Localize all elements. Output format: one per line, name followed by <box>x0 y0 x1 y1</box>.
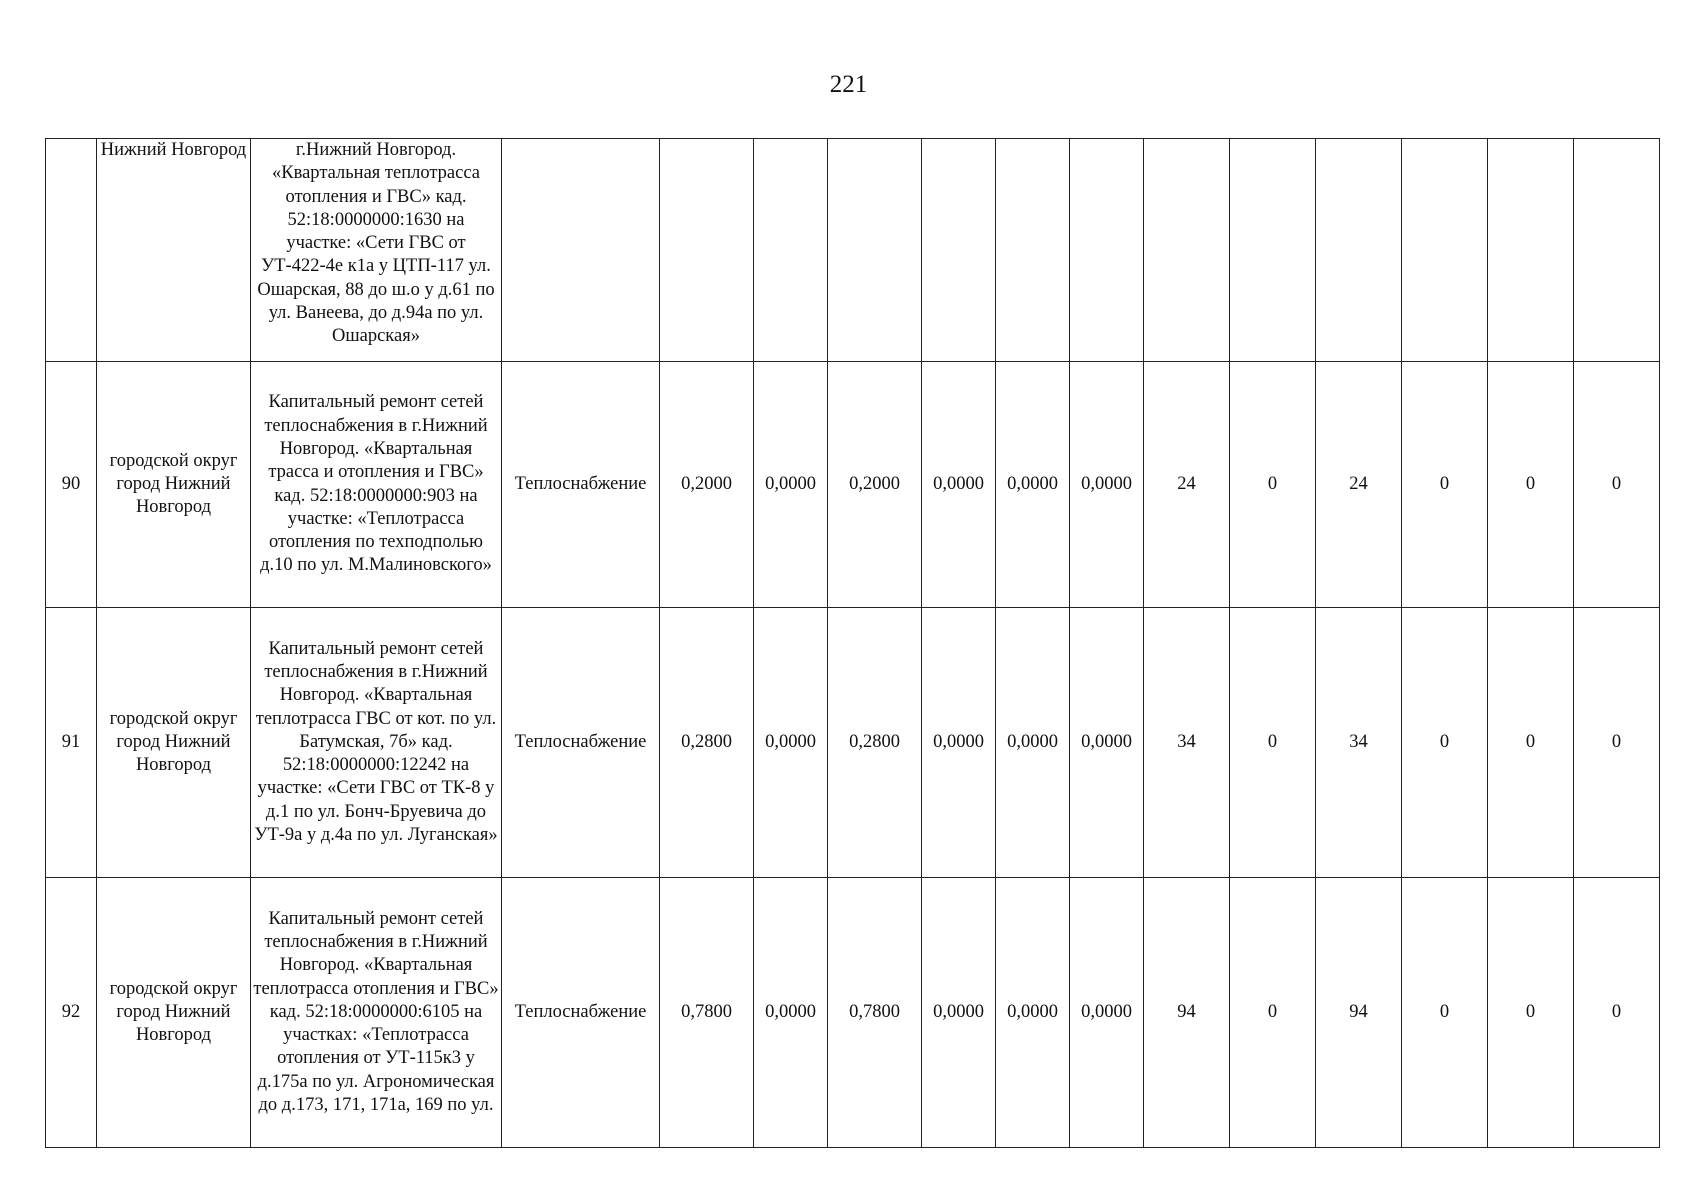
count-cell: 0 <box>1574 878 1660 1148</box>
value-cell: 0,0000 <box>996 362 1070 608</box>
count-cell <box>1488 139 1574 362</box>
municipality-cell: городской округ город Нижний Новгород <box>97 878 251 1148</box>
count-cell: 34 <box>1144 608 1230 878</box>
page-number: 221 <box>829 71 868 98</box>
count-cell <box>1574 139 1660 362</box>
count-cell: 24 <box>1316 362 1402 608</box>
value-cell: 0,0000 <box>922 362 996 608</box>
description-cell: Капитальный ремонт сетей теплоснабжения в г.Нижний Новгород. «Квартальная теплотрасса ГВС от кот. по ул. Батумская, 7б» кад. 52:18:0000000:12242 на участке: «Сети ГВС от ТК-8 у д.1 по ул. Бонч-Бруевича до УТ-9а у д.4а по ул. Луганская» <box>251 608 502 878</box>
value-cell: 0,0000 <box>996 878 1070 1148</box>
value-cell <box>754 139 828 362</box>
description-cell: Капитальный ремонт сетей теплоснабжения в г.Нижний Новгород. «Квартальная трасса и отопления и ГВС» кад. 52:18:0000000:903 на участке: «Теплотрасса отопления по техподполью д.10 по ул. М.Малиновского» <box>251 362 502 608</box>
value-cell <box>660 139 754 362</box>
value-cell: 0,2800 <box>660 608 754 878</box>
count-cell <box>1144 139 1230 362</box>
row-number-cell: 90 <box>46 362 97 608</box>
value-cell <box>828 139 922 362</box>
count-cell: 94 <box>1316 878 1402 1148</box>
type-cell: Теплоснабжение <box>502 608 660 878</box>
table-row <box>46 608 1660 878</box>
value-cell: 0,0000 <box>1070 878 1144 1148</box>
type-cell: Теплоснабжение <box>502 362 660 608</box>
municipality-cell: Нижний Новгород <box>97 139 251 362</box>
table-row <box>46 139 1660 362</box>
count-cell: 0 <box>1402 878 1488 1148</box>
value-cell <box>922 139 996 362</box>
count-cell: 0 <box>1230 362 1316 608</box>
value-cell: 0,0000 <box>1070 362 1144 608</box>
row-number-cell <box>46 139 97 362</box>
municipality-cell: городской округ город Нижний Новгород <box>97 362 251 608</box>
count-cell: 0 <box>1230 878 1316 1148</box>
count-cell: 94 <box>1144 878 1230 1148</box>
table-row <box>46 878 1660 1148</box>
value-cell: 0,2000 <box>828 362 922 608</box>
count-cell: 0 <box>1574 608 1660 878</box>
value-cell: 0,7800 <box>660 878 754 1148</box>
value-cell <box>996 139 1070 362</box>
count-cell <box>1230 139 1316 362</box>
register-table <box>45 138 1660 1148</box>
type-cell: Теплоснабжение <box>502 878 660 1148</box>
table-row <box>46 362 1660 608</box>
count-cell: 34 <box>1316 608 1402 878</box>
value-cell: 0,0000 <box>754 362 828 608</box>
count-cell <box>1402 139 1488 362</box>
value-cell: 0,0000 <box>1070 608 1144 878</box>
value-cell: 0,2800 <box>828 608 922 878</box>
row-number-cell: 91 <box>46 608 97 878</box>
value-cell: 0,0000 <box>754 608 828 878</box>
value-cell: 0,0000 <box>754 878 828 1148</box>
municipality-cell: городской округ город Нижний Новгород <box>97 608 251 878</box>
row-number-cell: 92 <box>46 878 97 1148</box>
count-cell: 0 <box>1230 608 1316 878</box>
count-cell: 0 <box>1488 878 1574 1148</box>
count-cell: 0 <box>1488 608 1574 878</box>
count-cell: 24 <box>1144 362 1230 608</box>
value-cell <box>1070 139 1144 362</box>
count-cell: 0 <box>1488 362 1574 608</box>
value-cell: 0,2000 <box>660 362 754 608</box>
value-cell: 0,0000 <box>922 878 996 1148</box>
description-cell: Капитальный ремонт сетей теплоснабжения в г.Нижний Новгород. «Квартальная теплотрасса отопления и ГВС» кад. 52:18:0000000:6105 на участках: «Теплотрасса отопления от УТ-115к3 у д.175а по ул. Агрономическая до д.173, 171, 171а, 169 по ул. <box>251 878 502 1148</box>
count-cell: 0 <box>1402 608 1488 878</box>
count-cell: 0 <box>1402 362 1488 608</box>
count-cell: 0 <box>1574 362 1660 608</box>
value-cell: 0,0000 <box>922 608 996 878</box>
value-cell: 0,0000 <box>996 608 1070 878</box>
value-cell: 0,7800 <box>828 878 922 1148</box>
description-cell: г.Нижний Новгород. «Квартальная теплотрасса отопления и ГВС» кад. 52:18:0000000:1630 на участке: «Сети ГВС от УТ-422-4е к1а у ЦТП-117 ул. Ошарская, 88 до ш.о у д.61 по ул. Ванеева, до д.94а по ул. Ошарская» <box>251 139 502 362</box>
count-cell <box>1316 139 1402 362</box>
type-cell <box>502 139 660 362</box>
